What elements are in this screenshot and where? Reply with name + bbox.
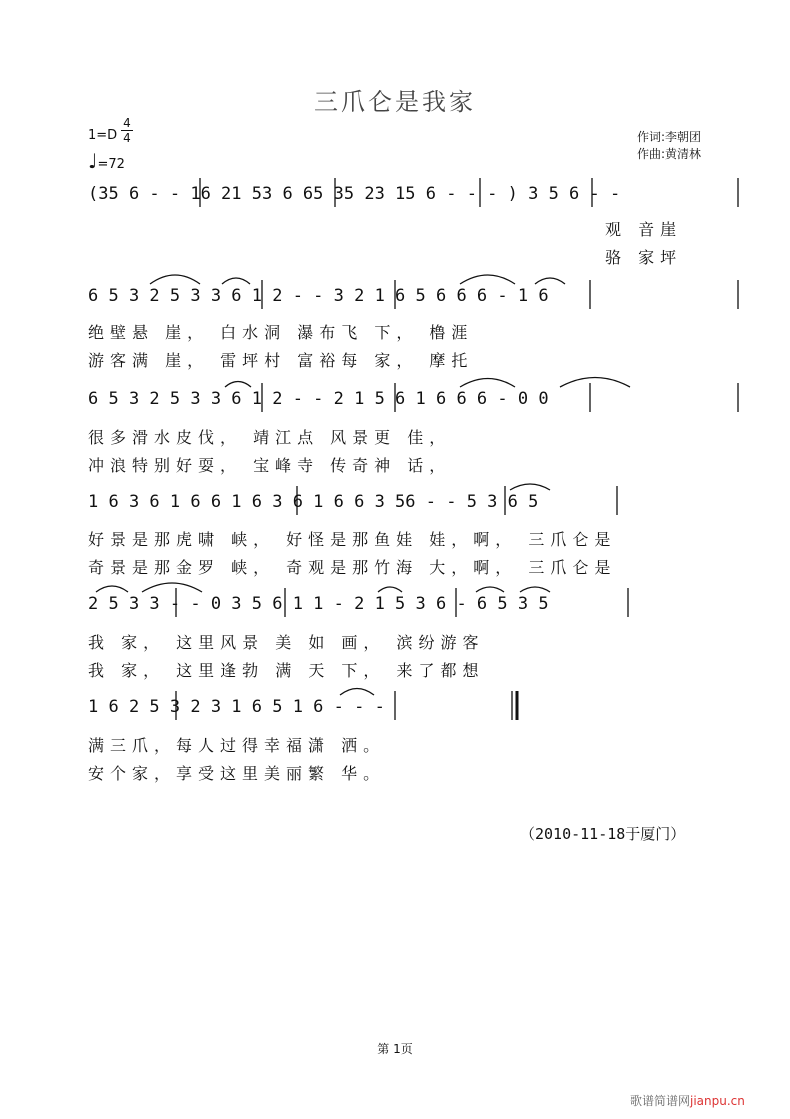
key-signature: 1=D [88, 128, 118, 143]
notation-row-5: 2 5 3 3 - - 0 3 5 6 1 1 - 2 1 5 3 6 - 6 5 3 5 [88, 594, 549, 614]
lyric-row-3-verse-2: 冲浪特别好耍， 宝峰寺 传奇神 话， [88, 456, 452, 475]
lyric-row-6-verse-2: 安个家，享受这里美丽繁 华。 [88, 764, 386, 783]
page-number: 第 1页 [377, 1042, 413, 1056]
lyricist-credit: 作词:李朝团 [637, 130, 702, 144]
song-title: 三爪仑是我家 [314, 88, 476, 116]
notation-row-2: 6 5 3 2 5 3 3 6 1 2 - - 3 2 1 6 5 6 6 6 - 1 6 [88, 286, 549, 306]
lyric-row-4-verse-2: 奇景是那金罗 峡， 奇观是那竹海 大，啊， 三爪仑是 [88, 558, 617, 577]
lyric-row-6-verse-1: 满三爪，每人过得幸福潇 洒。 [88, 736, 386, 755]
lyric-row-4-verse-1: 好景是那虎啸 峡， 好怪是那鱼娃 娃，啊， 三爪仑是 [88, 530, 617, 549]
lyric-row-1-verse-1: 观 音崖 [605, 220, 683, 239]
lyric-row-2-verse-1: 绝壁悬 崖， 白水洞 瀑布飞 下， 橹涯 [88, 323, 474, 342]
lyric-row-1-verse-2: 骆 家坪 [605, 248, 683, 267]
watermark [630, 1092, 745, 1109]
notation-row-3: 6 5 3 2 5 3 3 6 1 2 - - 2 1 5 6 1 6 6 6 - 0 0 [88, 389, 549, 409]
notation-row-1: (35 6 - - 16 21 53 6 65 35 23 15 6 - - - ) 3 5 6 - - [88, 184, 621, 204]
tempo-value: =72 [97, 157, 125, 172]
notation-row-4: 1 6 3 6 1 6 6 1 6 3 6 1 6 6 3 56 - - 5 3 6 5 [88, 492, 539, 512]
watermark-site: 歌谱简谱网 [630, 1094, 691, 1108]
lyric-row-3-verse-1: 很多滑水皮伐， 靖江点 风景更 佳， [88, 428, 452, 447]
composition-date: （2010-11-18于厦门） [520, 825, 686, 843]
slurs [96, 275, 630, 695]
time-signature-top: 4 [123, 116, 131, 130]
lyric-row-5-verse-1: 我 家， 这里风景 美 如 画， 滨纷游客 [88, 633, 485, 652]
time-signature-bottom: 4 [121, 130, 133, 145]
composer-credit: 作曲:黄清林 [637, 147, 702, 161]
lyric-row-2-verse-2: 游客满 崖， 雷坪村 富裕每 家， 摩托 [88, 351, 474, 370]
barlines [176, 178, 738, 720]
watermark-url: jianpu.cn [690, 1094, 745, 1108]
lyric-row-5-verse-2: 我 家， 这里逢勃 满 天 下， 来了都想 [88, 661, 485, 680]
quarter-note-icon: ♩ [88, 149, 98, 173]
notation-row-6: 1 6 2 5 3 2 3 1 6 5 1 6 - - - [88, 697, 385, 717]
